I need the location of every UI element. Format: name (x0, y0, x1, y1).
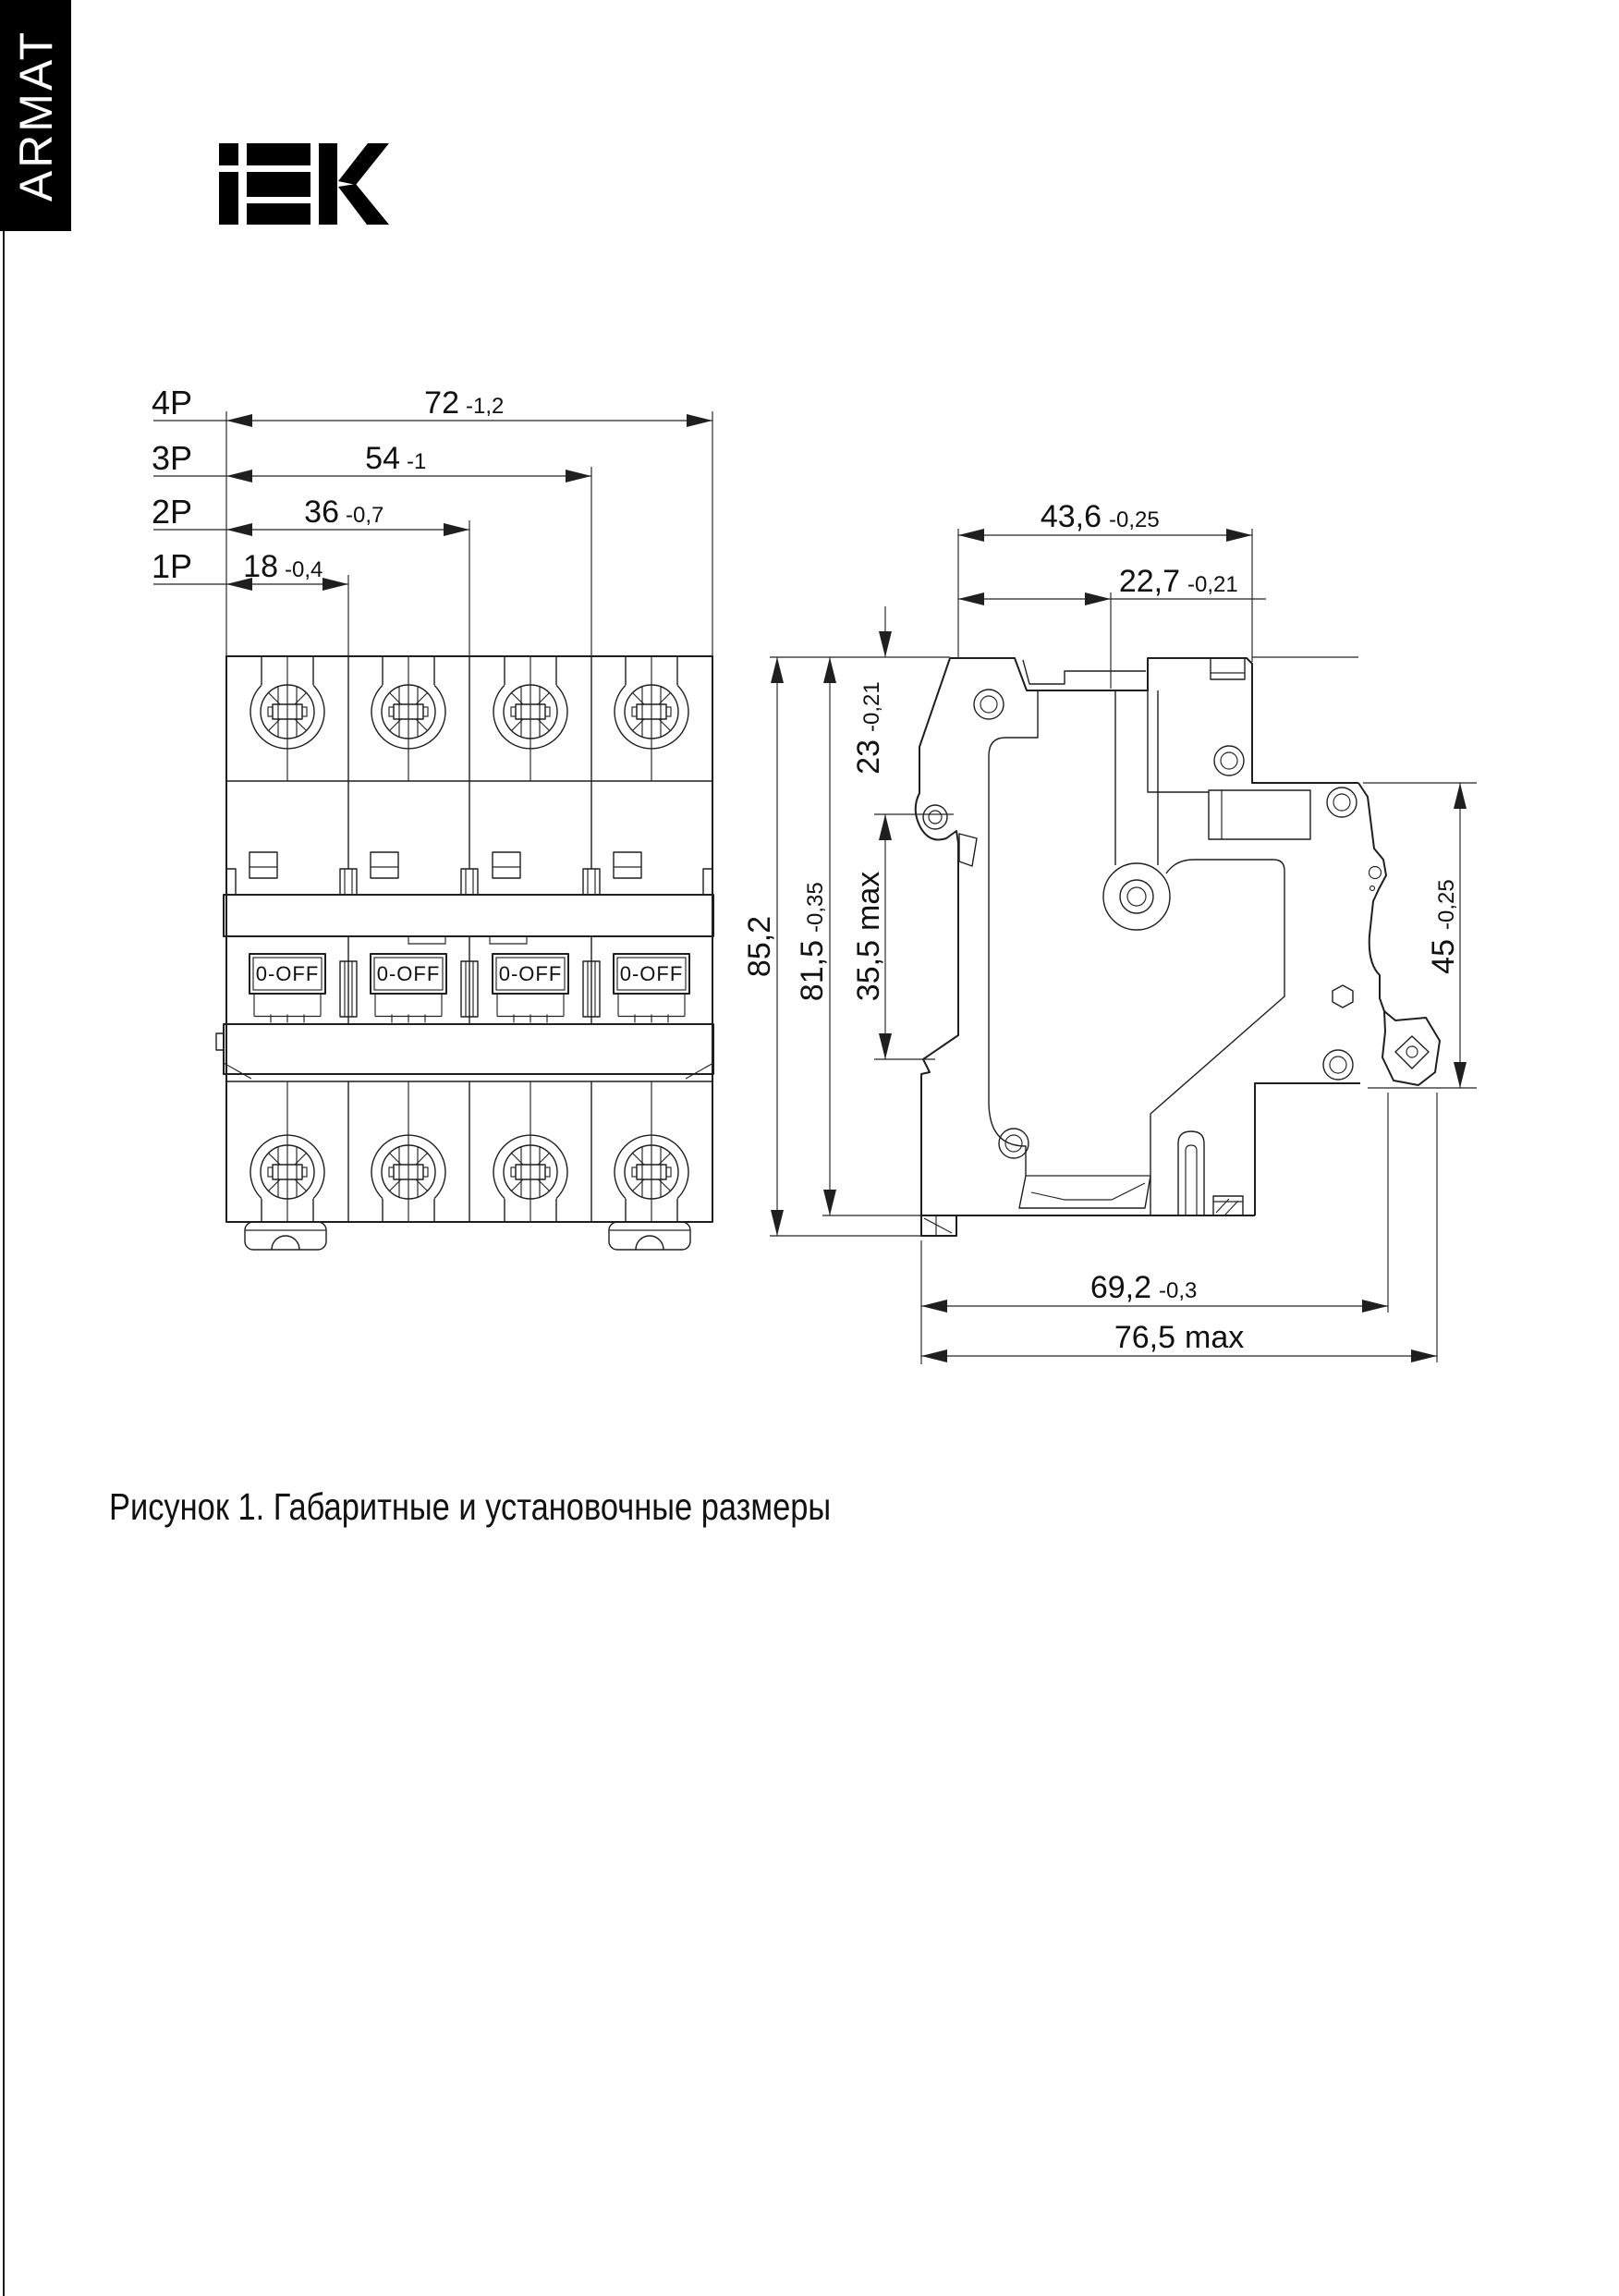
front-breaker-body (216, 656, 713, 1250)
side-slot-depth-tolerance: -0,21 (1187, 572, 1238, 597)
front-width-tolerance: -0,7 (346, 503, 384, 528)
side-front-height-value: 45 (1426, 939, 1461, 974)
side-main-height-tolerance: -0,35 (803, 882, 828, 933)
side-dimensions (742, 499, 1477, 1364)
side-full-depth-suffix: max (1185, 1320, 1245, 1355)
side-main-height-value: 81,5 (795, 940, 830, 1002)
side-depth-value: 43,6 (1040, 499, 1102, 534)
side-full-depth-value: 76,5 (1114, 1320, 1175, 1355)
side-view (742, 499, 1477, 1364)
handle-state-label: 0-OFF (376, 962, 441, 985)
front-width-value: 36 (304, 495, 339, 530)
handle-state-label: 0-OFF (619, 962, 684, 985)
side-lower-depth-value: 69,2 (1089, 1270, 1151, 1305)
front-view (152, 384, 713, 1250)
pole-count-label: 3P (152, 439, 193, 477)
side-slot-zone-suffix: max (851, 871, 886, 931)
pole-count-label: 2P (152, 493, 193, 531)
handle-state-label: 0-OFF (255, 962, 320, 985)
figure-caption: Рисунок 1. Габаритные и установочные размеры (109, 1485, 832, 1528)
side-full-height-value: 85,2 (742, 915, 777, 978)
pole-count-label: 4P (152, 384, 193, 421)
front-width-value: 54 (365, 441, 400, 476)
front-width-tolerance: -1 (407, 449, 427, 474)
front-width-tolerance: -0,4 (285, 557, 323, 582)
front-width-tolerance: -1,2 (466, 394, 505, 419)
side-slot-depth-value: 22,7 (1118, 564, 1180, 599)
front-width-value: 18 (243, 549, 278, 584)
front-width-value: 72 (424, 385, 459, 421)
side-top-offset-tolerance: -0,21 (859, 681, 884, 732)
side-breaker-body (916, 657, 1440, 1236)
handle-state-label: 0-OFF (498, 962, 563, 985)
side-front-height-tolerance: -0,25 (1434, 879, 1459, 930)
front-dimension-rows (152, 384, 712, 656)
side-depth-tolerance: -0,25 (1109, 507, 1160, 532)
brand-series-label: ARMAT (9, 29, 62, 202)
side-lower-depth-tolerance: -0,3 (1159, 1278, 1198, 1303)
pole-count-label: 1P (152, 547, 193, 585)
side-top-offset-value: 23 (851, 739, 886, 775)
side-slot-zone-value: 35,5 (851, 940, 886, 1002)
